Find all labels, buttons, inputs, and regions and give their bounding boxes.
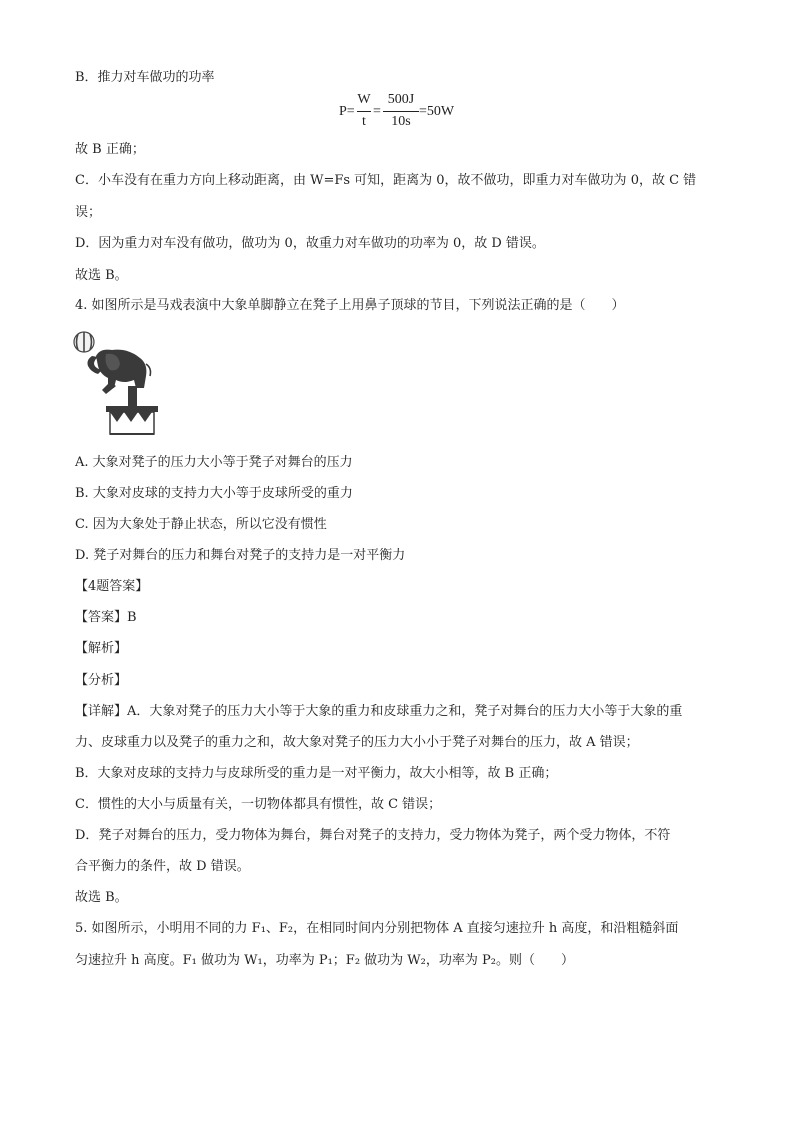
q4-answer-header: 【4题答案】 (75, 579, 149, 594)
q5-line2: 匀速拉升 h 高度。F₁ 做功为 W₁，功率为 P₁；F₂ 做功为 W₂，功率为 P₂。则（ ） (75, 953, 574, 968)
formula-eq: = (373, 104, 381, 119)
formula-p: P= (339, 104, 355, 119)
q4-option-a: A. 大象对凳子的压力大小等于凳子对舞台的压力 (75, 455, 353, 470)
q3-c-line1: C．小车没有在重力方向上移动距离，由 W=Fs 可知，距离为 0，故不做功，即重力对车做功为 0，故 C 错 (75, 173, 697, 188)
q4-analysis-header: 【解析】 (75, 641, 128, 656)
q5-line1: 5. 如图所示，小明用不同的力 F₁、F₂，在相同时间内分别把物体 A 直接匀速拉升 h 高度，和沿粗糙斜面 (75, 921, 679, 936)
q4-option-c: C. 因为大象处于静止状态，所以它没有惯性 (75, 517, 327, 532)
q3-c-line2: 误； (75, 205, 102, 220)
elephant-circus-figure (70, 330, 164, 440)
q4-detail-d2: 合平衡力的条件，故 D 错误。 (75, 859, 250, 874)
q4-answer: 【答案】B (75, 610, 137, 625)
q3-choose: 故选 B。 (75, 268, 128, 283)
fraction-bar-1 (357, 111, 371, 112)
formula-result: =50W (419, 104, 455, 119)
q4-detail-d1: D．凳子对舞台的压力，受力物体为舞台，舞台对凳子的支持力，受力物体为凳子，两个受力物体，不符 (75, 828, 671, 843)
elephant-on-stool-icon (70, 330, 164, 440)
power-formula (339, 92, 489, 134)
q3-b-conclusion: 故 B 正确； (75, 142, 145, 157)
formula-denominator: 10s (391, 114, 411, 129)
q4-detail-c: C．惯性的大小与质量有关，一切物体都具有惯性，故 C 错误； (75, 797, 442, 812)
q4-option-b: B. 大象对皮球的支持力大小等于皮球所受的重力 (75, 486, 353, 501)
q4-option-d: D. 凳子对舞台的压力和舞台对凳子的支持力是一对平衡力 (75, 548, 406, 563)
q4-stem: 4. 如图所示是马戏表演中大象单脚静立在凳子上用鼻子顶球的节目，下列说法正确的是（ ） (75, 298, 625, 313)
formula-t: t (362, 114, 366, 129)
q3-option-b-intro: B．推力对车做功的功率 (75, 70, 215, 85)
formula-w: W (357, 92, 371, 107)
q4-detail-line1: 【详解】A．大象对凳子的压力大小等于大象的重力和皮球重力之和，凳子对舞台的压力大小等于大象的重 (75, 704, 683, 719)
formula-numerator: 500J (387, 92, 415, 107)
q4-choose: 故选 B。 (75, 890, 128, 905)
fraction-bar-2 (383, 111, 419, 112)
q4-detail-b: B．大象对皮球的支持力与皮球所受的重力是一对平衡力，故大小相等，故 B 正确； (75, 766, 558, 781)
q4-analyze: 【分析】 (75, 673, 128, 688)
q4-detail-line2: 力、皮球重力以及凳子的重力之和，故大象对凳子的压力大小小于凳子对舞台的压力，故 A 错误； (75, 735, 639, 750)
q3-d-line: D．因为重力对车没有做功，做功为 0，故重力对车做功的功率为 0，故 D 错误。 (75, 236, 545, 251)
